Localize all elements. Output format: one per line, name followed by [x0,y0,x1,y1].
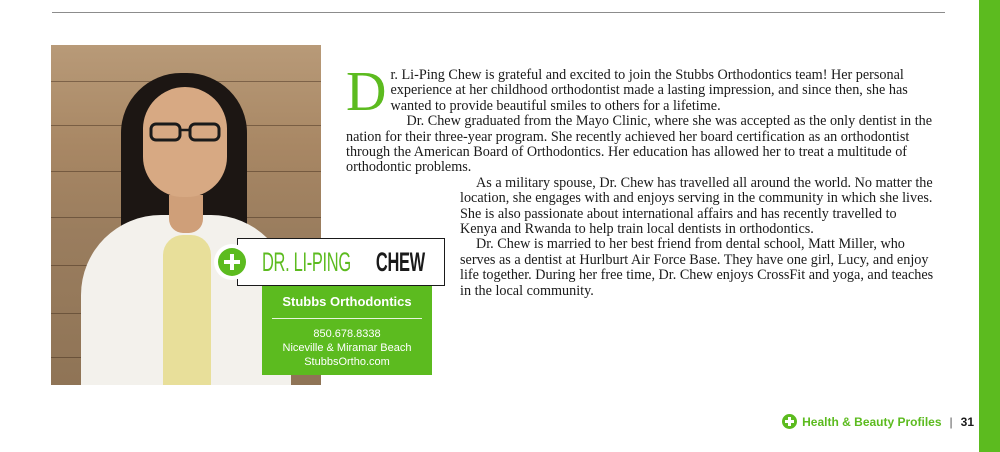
doctor-name-last: CHEW [375,246,425,277]
name-tag [237,238,445,286]
plus-icon [214,244,250,280]
portrait-blouse [163,235,211,385]
plus-icon-inner [218,248,246,276]
article-body [346,61,936,326]
footer-separator: | [949,414,953,429]
article-paragraph: r. Li-Ping Chew is grateful and excited to join the Stubbs Orthodontics team! Her personal experience at her childhood orthodontist made a lasting impression, and since then, she has wanted to provide beautiful smiles to others for a lifetime. [390,67,908,114]
article-paragraph: Dr. Chew graduated from the Mayo Clinic, where she was accepted as the only dentist in the nation for their three-year program. She recently achieved her board certification as an orthodontist through the American Board of Orthodontics. Her education has allowed her to treat a multitude of orthodontic problems. [346,113,933,176]
plus-circle-icon [782,414,797,429]
top-rule [52,12,945,13]
portrait-neck [169,195,203,233]
article-paragraph: As a military spouse, Dr. Chew has travelled all around the world. No matter the location, she engages with and enjoys serving in the community in which she lives. She is also passionate about international affairs and has recently travelled to Kenya and Rwanda to help train local dentists in orthodontics. [460,174,933,238]
doctor-name [262,247,439,278]
website-link[interactable]: StubbsOrtho.com [304,356,390,368]
page-footer [782,414,974,429]
article-paragraph: Dr. Chew is married to her best friend from dental school, Matt Miller, who serves as a dentist at Hurlburt Air Force Base. They have one girl, Lucy, and enjoy life together. During her free time, Dr. Chew enjoys CrossFit and yoga, and teaches in the local community. [460,236,934,299]
company-name: Stubbs Orthodontics [282,294,412,309]
section-label: Health & Beauty Profiles [802,414,942,429]
page-number: 31 [960,414,974,429]
accent-stripe [979,0,1000,452]
doctor-name-first: DR. LI-PING [262,246,351,277]
locations: Niceville & Miramar Beach [282,342,412,354]
phone-number: 850.678.8338 [313,328,381,340]
glasses-icon [147,121,223,143]
drop-cap: D [346,61,387,123]
